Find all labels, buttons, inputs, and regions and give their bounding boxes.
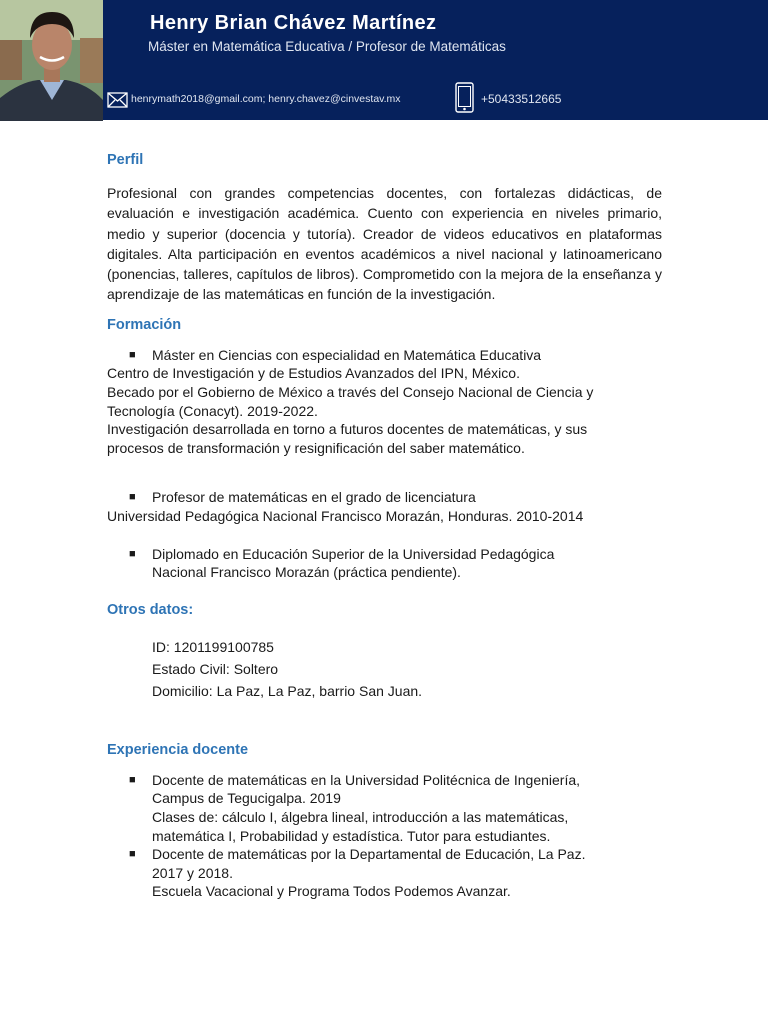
list-item	[107, 488, 662, 507]
education-detail: Tecnología (Conacyt). 2019-2022.	[107, 402, 318, 419]
other-data-list	[107, 636, 662, 702]
education-title: Profesor de matemáticas en el grado de licenciatura	[152, 489, 476, 506]
list-item	[107, 346, 662, 365]
bullet-icon: ■	[129, 848, 136, 861]
section-heading-otros: Otros datos:	[107, 601, 194, 618]
phone-icon	[455, 82, 474, 113]
education-detail: Investigación desarrollada en torno a futuros docentes de matemáticas, y sus	[107, 421, 588, 438]
section-heading-formacion: Formación	[107, 316, 182, 333]
list-item	[107, 545, 662, 564]
education-title: Diplomado en Educación Superior de la Universidad Pedagógica	[152, 545, 555, 562]
education-item-licenciatura	[107, 488, 662, 525]
bullet-icon: ■	[129, 773, 136, 786]
experience-detail: Campus de Tegucigalpa. 2019	[152, 790, 341, 807]
education-item-diplomado	[107, 545, 662, 582]
education-detail: procesos de transformación y resignificación del saber matemático.	[107, 439, 525, 456]
section-heading-experiencia: Experiencia docente	[107, 741, 249, 758]
experience-title: Docente de matemáticas por la Departamental de Educación, La Paz.	[152, 846, 586, 863]
bullet-icon: ■	[129, 348, 136, 361]
candidate-title: Máster en Matemática Educativa / Profesor de Matemáticas	[148, 39, 506, 54]
civil-status: Estado Civil: Soltero	[152, 660, 279, 677]
list-item	[107, 771, 662, 790]
experience-detail: matemática I, Probabilidad y estadística. Tutor para estudiantes.	[152, 827, 551, 844]
education-item-master	[107, 346, 662, 458]
id-number: ID: 1201199100785	[152, 638, 274, 655]
experience-detail: Clases de: cálculo I, álgebra lineal, introducción a las matemáticas,	[152, 808, 569, 825]
address: Domicilio: La Paz, La Paz, barrio San Juan.	[152, 682, 423, 699]
bullet-icon: ■	[129, 491, 136, 504]
experience-detail: Escuela Vacacional y Programa Todos Podemos Avanzar.	[152, 883, 511, 900]
mail-icon	[107, 92, 128, 108]
education-title: Máster en Ciencias con especialidad en Matemática Educativa	[152, 346, 542, 363]
portrait-image	[0, 0, 103, 121]
header-banner	[0, 0, 768, 120]
bullet-icon: ■	[129, 547, 136, 560]
experience-detail: 2017 y 2018.	[152, 864, 233, 881]
education-detail: Centro de Investigación y de Estudios Avanzados del IPN, México.	[107, 365, 520, 382]
candidate-name: Henry Brian Chávez Martínez	[150, 12, 437, 34]
experience-title: Docente de matemáticas en la Universidad Politécnica de Ingeniería,	[152, 771, 581, 788]
email-addresses[interactable]: henrymath2018@gmail.com; henry.chavez@cinvestav.mx	[131, 93, 401, 105]
cv-body	[107, 150, 662, 901]
education-detail: Universidad Pedagógica Nacional Francisco Morazán, Honduras. 2010-2014	[107, 507, 584, 524]
education-detail: Becado por el Gobierno de México a través del Consejo Nacional de Ciencia y	[107, 383, 594, 400]
experience-item-upi	[107, 771, 662, 845]
profile-paragraph: Profesional con grandes competencias docentes, con fortalezas didácticas, de evaluación e investigación académica. Cuento con experiencia en niveles primario, medio y superior (docencia y tutoría). Creador de videos educativos en plataformas digitales. Alta participación en eventos académicos a nivel nacional y latinoamericano (ponencias, talleres, capítulos de libros). Comprometido con la mejora de la enseñanza y aprendizaje de las matemáticas en función de la investigación.	[107, 185, 662, 303]
section-heading-perfil: Perfil	[107, 152, 144, 168]
list-item	[107, 845, 662, 864]
education-detail: Nacional Francisco Morazán (práctica pendiente).	[152, 564, 461, 581]
experience-item-departamental	[107, 845, 662, 901]
phone-number[interactable]: +50433512665	[481, 92, 562, 106]
profile-photo	[0, 0, 103, 121]
